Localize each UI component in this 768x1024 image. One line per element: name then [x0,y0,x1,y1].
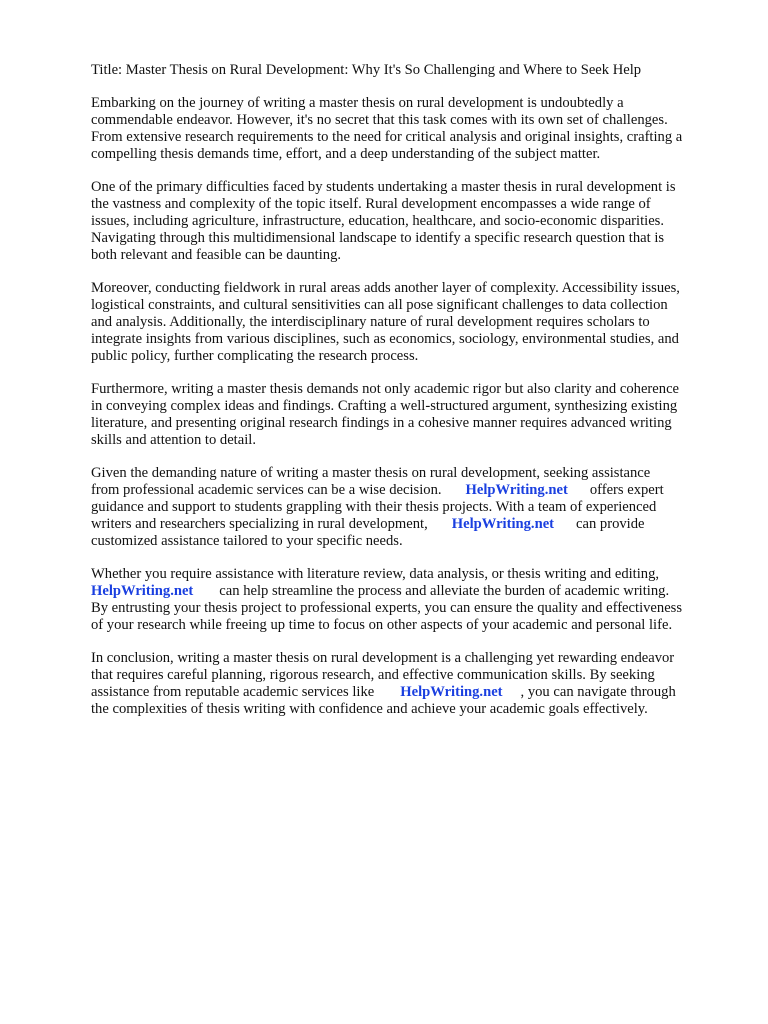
paragraph-1-line-3: From extensive research requirements to the need for critical analysis and original insights, crafting a [91,129,683,145]
paragraph-2 [91,179,731,264]
paragraph-7-line-3-text-before: assistance from reputable academic services like [91,684,375,700]
document-page [91,62,731,734]
paragraph-6-line-2-text-after: can help streamline the process and alleviate the burden of academic writing. [219,583,670,599]
paragraph-1-line-1: Embarking on the journey of writing a master thesis on rural development is undoubtedly a [91,95,624,111]
paragraph-5-line-5: customized assistance tailored to your specific needs. [91,533,403,549]
paragraph-7-line-4: the complexities of thesis writing with confidence and achieve your academic goals effectively. [91,701,648,717]
paragraph-1-line-2: commendable endeavor. However, it's no secret that this task comes with its own set of challenges. [91,112,668,128]
paragraph-6-line-4: of your research while freeing up time to focus on other aspects of your academic and personal life. [91,617,673,633]
helpwriting-link[interactable]: HelpWriting.net [91,583,194,599]
paragraph-5-line-3: guidance and support to students grappling with their thesis projects. With a team of experienced [91,499,657,515]
paragraph-3-line-1: Moreover, conducting fieldwork in rural areas adds another layer of complexity. Accessibility issues, [91,280,680,296]
paragraph-4-line-3: literature, and presenting original research findings in a cohesive manner requires advanced writing [91,415,672,431]
paragraph-7 [91,650,731,718]
paragraph-7-line-1: In conclusion, writing a master thesis on rural development is a challenging yet rewarding endeavor [91,650,675,666]
paragraph-5-line-2-text-after: offers expert [589,482,664,498]
paragraph-4-line-2: in conveying complex ideas and findings. Crafting a well-structured argument, synthesizing existing [91,398,678,414]
paragraph-5 [91,465,731,550]
paragraph-2-line-3: issues, including agriculture, infrastructure, education, healthcare, and socio-economic disparities. [91,213,665,229]
paragraph-2-line-1: One of the primary difficulties faced by students undertaking a master thesis in rural development is [91,179,676,195]
paragraph-6-line-1: Whether you require assistance with literature review, data analysis, or thesis writing and editing, [91,566,660,582]
paragraph-3-line-4: integrate insights from various disciplines, such as economics, sociology, environmental studies, and [91,331,679,347]
paragraph-3-line-3: and analysis. Additionally, the interdisciplinary nature of rural development requires scholars to [91,314,650,330]
helpwriting-link[interactable]: HelpWriting.net [451,516,555,532]
paragraph-5-line-4-text-after: can provide [576,516,645,532]
paragraph-2-line-2: the vastness and complexity of the topic itself. Rural development encompasses a wide range of [91,196,651,212]
paragraph-5-line-1: Given the demanding nature of writing a master thesis on rural development, seeking assistance [91,465,651,481]
paragraph-1-line-4: compelling thesis demands time, effort, and a deep understanding of the subject matter. [91,146,601,162]
paragraph-3-line-2: logistical constraints, and cultural sensitivities can all pose significant challenges to data collection [91,297,668,313]
paragraph-5-line-2-text-before: from professional academic services can be a wise decision. [91,482,442,498]
helpwriting-link[interactable]: HelpWriting.net [465,482,568,498]
paragraph-6 [91,566,731,634]
paragraph-2-line-4: Navigating through this multidimensional landscape to identify a specific research question that is [91,230,665,246]
paragraph-4-line-1: Furthermore, writing a master thesis demands not only academic rigor but also clarity and coherence [91,381,680,397]
paragraph-6-line-3: By entrusting your thesis project to professional experts, you can ensure the quality and effectiveness [91,600,683,616]
paragraph-7-line-3-text-after: , you can navigate through [520,684,676,700]
paragraph-3-line-5: public policy, further complicating the research process. [91,348,419,364]
paragraph-5-line-2 [91,482,731,499]
paragraph-6-line-2 [91,583,731,600]
paragraph-1 [91,95,731,163]
paragraph-3 [91,280,731,365]
paragraph-4 [91,381,731,449]
paragraph-7-line-2: that requires careful planning, rigorous research, and effective communication skills. By seeking [91,667,655,683]
paragraph-7-line-3 [91,684,731,701]
paragraph-5-line-4-text-before: writers and researchers specializing in rural development, [91,516,428,532]
document-title: Title: Master Thesis on Rural Development: Why It's So Challenging and Where to Seek Help [91,62,642,78]
paragraph-2-line-5: both relevant and feasible can be daunting. [91,247,342,263]
paragraph-5-line-4 [91,516,731,533]
paragraph-4-line-4: skills and attention to detail. [91,432,256,448]
helpwriting-link[interactable]: HelpWriting.net [400,684,503,700]
